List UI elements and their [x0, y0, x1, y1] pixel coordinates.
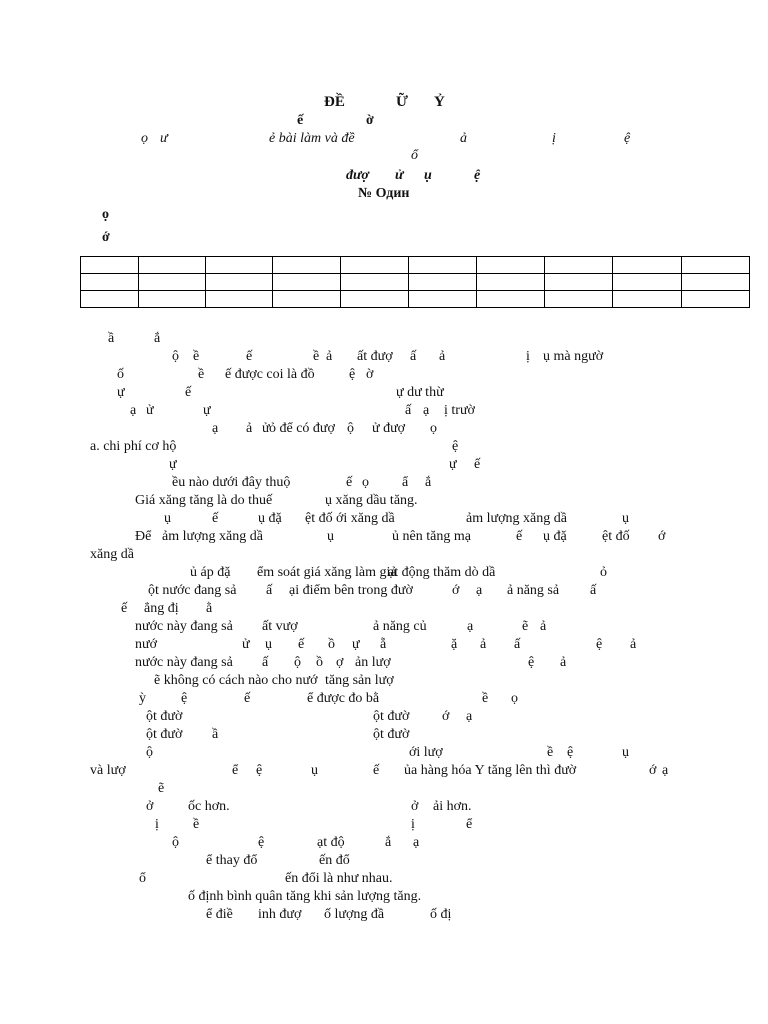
body-text-fragment: ệ [528, 655, 535, 670]
body-text-fragment: ế [185, 385, 192, 400]
answer-cell[interactable] [206, 291, 273, 308]
body-text-fragment: ỏ [600, 565, 607, 580]
body-text-fragment: ử [146, 403, 154, 418]
body-text-fragment: nước này đang sả [135, 619, 233, 634]
answer-cell[interactable] [139, 274, 206, 291]
body-text-fragment: ề [193, 349, 200, 364]
body-text-fragment: ệ [258, 835, 265, 850]
body-text-fragment: ấ [405, 403, 412, 418]
body-text-fragment: Giá xăng tăng là do thuế [135, 493, 273, 508]
body-text-fragment: ất vượ [262, 619, 298, 634]
answer-cell[interactable] [409, 257, 477, 274]
body-text-fragment: ự [449, 457, 457, 472]
body-text-fragment: ạ [476, 583, 483, 598]
body-text-fragment: ặ [451, 637, 458, 652]
body-text-fragment: ểm soát giá xăng làm giả [257, 565, 397, 580]
body-text-fragment: ấ [514, 637, 521, 652]
body-text-fragment: ế [373, 763, 380, 778]
body-text-fragment: ể thay đổ [206, 853, 258, 868]
body-text-fragment: ến đổ [319, 853, 350, 868]
body-text-fragment: ả năng sả [507, 583, 560, 598]
body-text-fragment: ất đượ [357, 349, 393, 364]
name-field-label: ọ [102, 207, 109, 222]
body-text-fragment: ế [244, 691, 251, 706]
body-text-fragment: ế [474, 457, 481, 472]
body-text-fragment: và lượ [90, 763, 126, 778]
body-text-fragment: tăng sản lượ [325, 673, 394, 688]
body-text-fragment: ả năng củ [373, 619, 427, 634]
answer-cell[interactable] [477, 257, 545, 274]
body-text-fragment: ự dư thừ [396, 385, 444, 400]
body-text-fragment: ủ nên tăng mạ [392, 529, 471, 544]
body-text-fragment: ộ [172, 835, 179, 850]
body-text-fragment: ến đổi là như nhau. [285, 871, 393, 886]
body-text-fragment: ỏ để có đượ [269, 421, 335, 436]
body-text-fragment: ệ [181, 691, 188, 706]
answer-cell[interactable] [545, 257, 613, 274]
body-text-fragment: ột đườ [146, 727, 183, 742]
body-text-fragment: ả [630, 637, 637, 652]
body-text-fragment: ụ [622, 745, 629, 760]
body-text-fragment: ợ [336, 655, 344, 670]
body-text-fragment: ố lượng đầ [324, 907, 385, 922]
body-text-fragment: ộ [347, 421, 354, 436]
body-text-fragment: ọ [362, 475, 369, 490]
body-text-fragment: ạ [423, 403, 430, 418]
body-text-fragment: ạ [662, 763, 669, 778]
body-text-fragment: Để [135, 529, 152, 544]
body-text-fragment: ấ [262, 655, 269, 670]
body-text-fragment: ệ [596, 637, 603, 652]
body-text-fragment: ộ [294, 655, 301, 670]
answer-cell[interactable] [545, 291, 613, 308]
answer-cell[interactable] [341, 257, 409, 274]
body-text-fragment: ụ [164, 511, 171, 526]
body-text-fragment: ả [480, 637, 487, 652]
body-text-fragment: ề [547, 745, 554, 760]
answer-cell[interactable] [682, 274, 750, 291]
body-text-fragment: ụ đặ [543, 529, 567, 544]
exam-title-part: ĐỀ [324, 94, 345, 110]
body-text-fragment: ụ [311, 763, 318, 778]
body-text-fragment: ể [232, 763, 239, 778]
body-text-fragment: ự [169, 457, 177, 472]
answer-cell[interactable] [81, 274, 139, 291]
body-text-fragment: ắ [385, 835, 392, 850]
answer-cell[interactable] [139, 257, 206, 274]
body-text-fragment: ẽ [522, 619, 529, 634]
body-text-fragment: ế [346, 475, 353, 490]
body-text-fragment: ị trườ [444, 403, 475, 418]
body-text-fragment: nướ [135, 637, 157, 652]
answer-cell[interactable] [81, 257, 139, 274]
answer-cell[interactable] [206, 257, 273, 274]
body-text-fragment: ệ [567, 745, 574, 760]
instruction-line2: ổ [411, 148, 418, 163]
body-text-fragment: ố định bình quân tăng khi sản lượng tăng. [188, 889, 422, 904]
body-text-fragment: ạ [466, 709, 473, 724]
body-text-fragment: ắ [425, 475, 432, 490]
body-text-fragment: ự [117, 385, 125, 400]
body-text-fragment: ế [298, 637, 305, 652]
answer-cell[interactable] [682, 257, 750, 274]
body-text-fragment: ớ [452, 583, 460, 598]
body-text-fragment: ử [242, 637, 250, 652]
body-text-fragment: ệ [349, 367, 356, 382]
body-text-fragment: ới lượ [409, 745, 443, 760]
body-text-fragment: ệ [452, 439, 459, 454]
exam-code: № Один [358, 186, 410, 201]
body-text-fragment: ệt đố [602, 529, 630, 544]
body-text-fragment: ốc hơn. [188, 799, 230, 814]
body-text-fragment: ầ [108, 331, 115, 346]
body-text-fragment: ổ [139, 871, 146, 886]
body-text-fragment: inh đượ [258, 907, 302, 922]
body-text-fragment: ản lượ [355, 655, 391, 670]
body-text-fragment: a. chi phí cơ hộ [90, 439, 177, 454]
body-text-fragment: ấ [410, 349, 417, 364]
class-field-label: ớ [102, 230, 110, 245]
body-text-fragment: ể được đo bằ [307, 691, 380, 706]
body-text-fragment: ấ [266, 583, 273, 598]
body-text-fragment: ớ [649, 763, 657, 778]
instruction-part: ệ [624, 131, 631, 146]
body-text-fragment: ẳng đị [144, 601, 179, 616]
body-text-fragment: ị [411, 817, 415, 832]
body-text-fragment: ấ [590, 583, 597, 598]
answer-grid [80, 256, 750, 308]
exam-title-part: Ỷ [434, 94, 445, 110]
body-text-fragment: ắ [154, 331, 161, 346]
body-text-fragment: ả [439, 349, 446, 364]
body-text-fragment: ụ xăng dầu tăng. [325, 493, 418, 508]
rule-part: đượ [346, 168, 369, 183]
instruction-part: ư [160, 131, 168, 146]
body-text-fragment: xăng dầ [90, 547, 134, 562]
body-text-fragment: ự [352, 637, 360, 652]
body-text-fragment: ụ [622, 511, 629, 526]
answer-cell[interactable] [341, 274, 409, 291]
body-text-fragment: ế [516, 529, 523, 544]
answer-grid-row [81, 274, 750, 291]
answer-cell[interactable] [477, 291, 545, 308]
body-text-fragment: ụ [327, 529, 334, 544]
answer-grid-row [81, 257, 750, 274]
body-text-fragment: ở [146, 799, 154, 814]
body-text-fragment: ệ [256, 763, 263, 778]
body-text-fragment: ể [466, 817, 473, 832]
instruction-part: ả [460, 131, 467, 146]
body-text-fragment: ể điề [206, 907, 233, 922]
body-text-fragment: ử [262, 421, 270, 436]
answer-cell[interactable] [273, 257, 341, 274]
body-text-fragment: ử đượ [372, 421, 406, 436]
body-text-fragment: ẽ không có cách nào cho nướ [154, 673, 318, 688]
answer-cell[interactable] [206, 274, 273, 291]
body-text-fragment: ới xăng dầ [336, 511, 395, 526]
answer-cell[interactable] [613, 257, 682, 274]
body-text-fragment: ả [560, 655, 567, 670]
body-text-fragment: ọ [430, 421, 437, 436]
body-text-fragment: ằ [206, 601, 213, 616]
body-text-fragment: ồ [316, 655, 323, 670]
body-text-fragment: ột đườ [146, 709, 183, 724]
answer-cell[interactable] [81, 291, 139, 308]
body-text-fragment: ả [246, 421, 253, 436]
body-text-fragment: ố đị [430, 907, 452, 922]
body-text-fragment: ảm lượng xăng dầ [162, 529, 263, 544]
subtitle-part: ờ [366, 113, 374, 128]
body-text-fragment: ụ mà ngườ [543, 349, 604, 364]
answer-cell[interactable] [545, 274, 613, 291]
answer-cell[interactable] [613, 291, 682, 308]
rule-part: ụ [424, 168, 432, 183]
rule-part: ệ [474, 168, 481, 183]
body-text-fragment: ả [326, 349, 333, 364]
body-text-fragment: ầ [212, 727, 219, 742]
body-text-fragment: ủa hàng hóa Y tăng lên thì đườ [404, 763, 577, 778]
body-text-fragment: ải hơn. [433, 799, 472, 814]
answer-cell[interactable] [477, 274, 545, 291]
instruction-part: ọ [141, 131, 148, 146]
body-text-fragment: ạt động thăm dò dầ [388, 565, 496, 580]
body-text-fragment: ụ [265, 637, 272, 652]
body-text-fragment: ạ [130, 403, 137, 418]
body-text-fragment: ụ đặ [258, 511, 282, 526]
body-text-fragment: ủ áp đặ [190, 565, 231, 580]
answer-cell[interactable] [273, 291, 341, 308]
answer-grid-row [81, 291, 750, 308]
body-text-fragment: ộ [146, 745, 153, 760]
body-text-fragment: ế [121, 601, 128, 616]
body-text-fragment: nước này đang sả [135, 655, 233, 670]
body-text-fragment: ờ [366, 367, 374, 382]
answer-cell[interactable] [613, 274, 682, 291]
body-text-fragment: ảm lượng xăng dầ [466, 511, 567, 526]
body-text-fragment: ự [203, 403, 211, 418]
instruction-part: ị [552, 131, 556, 146]
body-text-fragment: ồ [328, 637, 335, 652]
body-text-fragment: ớ [442, 709, 450, 724]
body-text-fragment: ỳ [139, 691, 146, 706]
body-text-fragment: ọ [511, 691, 518, 706]
body-text-fragment: ả [540, 619, 547, 634]
body-text-fragment: ột nước đang sả [148, 583, 237, 598]
body-text-fragment: ại điểm bên trong đườ [289, 583, 413, 598]
body-text-fragment: ẩ [402, 475, 409, 490]
exam-title-part: Ữ [396, 94, 408, 110]
body-text-fragment: ạt độ [317, 835, 345, 850]
body-text-fragment: ớ [658, 529, 666, 544]
body-text-fragment: ề [482, 691, 489, 706]
body-text-fragment: ạ [212, 421, 219, 436]
body-text-fragment: ề [313, 349, 320, 364]
body-text-fragment: ạ [467, 619, 474, 634]
body-text-fragment: ạ [413, 835, 420, 850]
body-text-fragment: ế [246, 349, 253, 364]
answer-cell[interactable] [682, 291, 750, 308]
body-text-fragment: ề [198, 367, 205, 382]
body-text-fragment: ế [212, 511, 219, 526]
body-text-fragment: ẵ [380, 637, 387, 652]
body-text-fragment: ở [411, 799, 419, 814]
body-text-fragment: ế được coi là đồ [225, 367, 315, 382]
answer-cell[interactable] [409, 274, 477, 291]
answer-cell[interactable] [139, 291, 206, 308]
body-text-fragment: ều nào dưới đây thuộ [172, 475, 291, 490]
body-text-fragment: ị [155, 817, 159, 832]
body-text-fragment: ị [526, 349, 530, 364]
rule-part: ử [395, 168, 404, 183]
answer-cell[interactable] [341, 291, 409, 308]
answer-cell[interactable] [409, 291, 477, 308]
body-text-fragment: ột đườ [373, 727, 410, 742]
body-text-fragment: ệt đố [305, 511, 333, 526]
body-text-fragment: ề [193, 817, 200, 832]
body-text-fragment: ột đườ [373, 709, 410, 724]
body-text-fragment: ộ [172, 349, 179, 364]
body-text-fragment: ẽ [158, 781, 165, 796]
answer-cell[interactable] [273, 274, 341, 291]
subtitle-part: ế [297, 113, 304, 128]
body-text-fragment: ố [117, 367, 124, 382]
instruction-part: ẻ bài làm và đề [269, 131, 355, 146]
